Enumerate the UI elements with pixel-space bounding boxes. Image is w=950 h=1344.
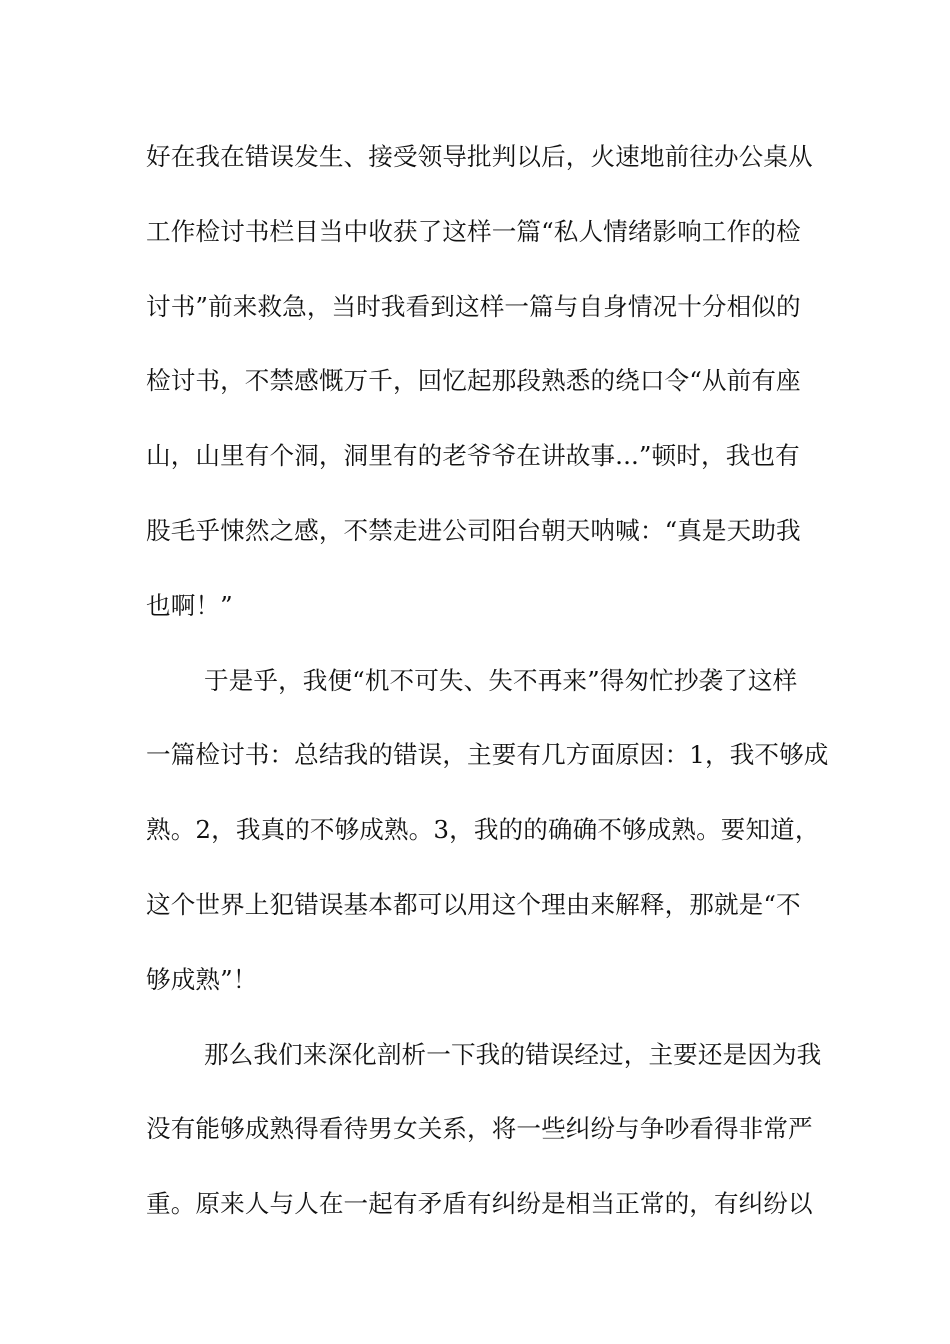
text-line: 工作检讨书栏目当中收获了这样一篇“私人情绪影响工作的检 [146, 216, 801, 246]
text-line: 重。原来人与人在一起有矛盾有纠纷是相当正常的，有纠纷以 [146, 1189, 813, 1219]
text-line: 山，山里有个洞，洞里有的老爷爷在讲故事...”顿时，我也有 [146, 441, 800, 471]
text-line: 这个世界上犯错误基本都可以用这个理由来解释，那就是“不 [146, 889, 801, 919]
text-line: 讨书”前来救急，当时我看到这样一篇与自身情况十分相似的 [146, 291, 801, 321]
paragraph-first-line: 于是乎，我便“机不可失、失不再来”得匆忙抄袭了这样 [204, 665, 798, 695]
text-line: 股毛乎悚然之感，不禁走进公司阳台朝天呐喊：“真是天助我 [146, 515, 801, 545]
text-line: 检讨书，不禁感慨万千，回忆起那段熟悉的绕口令“从前有座 [146, 366, 801, 396]
text-line: 一篇检讨书：总结我的错误，主要有几方面原因：1，我不够成 [146, 740, 829, 770]
text-line: 好在我在错误发生、接受领导批判以后，火速地前往办公桌从 [146, 142, 813, 171]
text-line: 够成熟”！ [146, 964, 258, 994]
paragraph-first-line: 那么我们来深化剖析一下我的错误经过，主要还是因为我 [204, 1039, 822, 1069]
text-line: 熟。2，我真的不够成熟。3，我的的确确不够成熟。要知道， [146, 815, 820, 845]
document-body [146, 130, 829, 1252]
text-line: 也啊！” [146, 590, 233, 620]
text-line: 没有能够成熟得看待男女关系，将一些纠纷与争吵看得非常严 [146, 1114, 813, 1144]
